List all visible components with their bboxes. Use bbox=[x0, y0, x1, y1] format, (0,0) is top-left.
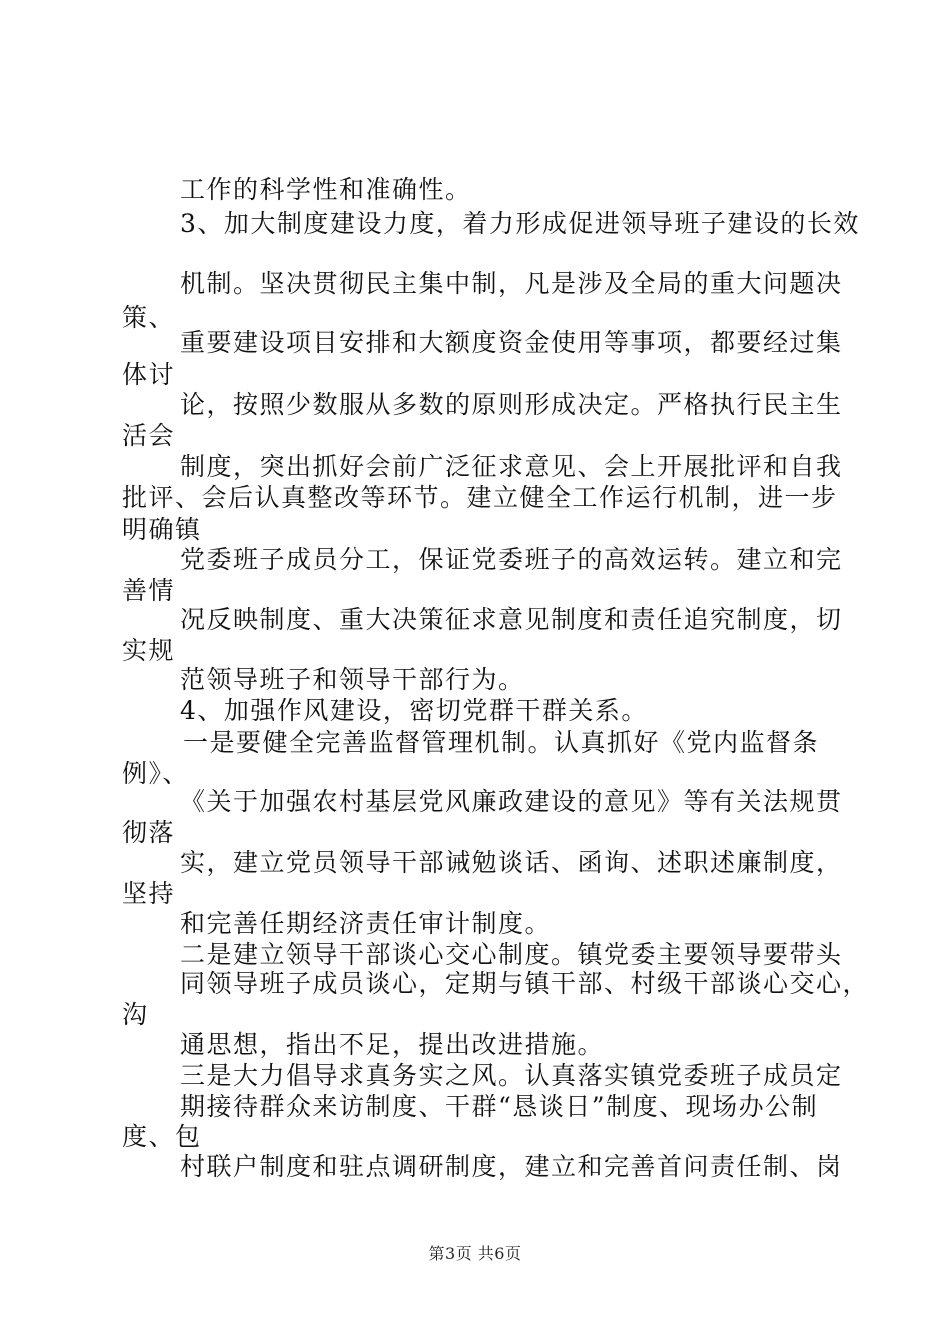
text-line: 二是建立领导干部谈心交心制度。镇党委主要领导要带头 bbox=[180, 940, 843, 969]
text-line: 范领导班子和领导干部行为。 bbox=[180, 665, 525, 694]
text-line: 制度，突出抓好会前广泛征求意见、会上开展批评和自我 bbox=[180, 452, 843, 481]
text-line: 沟 bbox=[122, 1000, 149, 1029]
text-line: 党委班子成员分工，保证党委班子的高效运转。建立和完 bbox=[180, 545, 843, 574]
text-line: 工作的科学性和准确性。 bbox=[180, 175, 472, 204]
text-line: 明确镇 bbox=[122, 515, 202, 544]
text-line: 实，建立党员领导干部诫勉谈话、函询、述职述廉制度， bbox=[180, 848, 843, 877]
text-line: 体讨 bbox=[122, 360, 176, 389]
text-line: 论，按照少数服从多数的原则形成决定。严格执行民主生 bbox=[180, 390, 843, 419]
text-line: 三是大力倡导求真务实之风。认真落实镇党委班子成员定 bbox=[180, 1061, 843, 1090]
text-line: 善情 bbox=[122, 576, 176, 605]
text-line: 期接待群众来访制度、干群“恳谈日”制度、现场办公制 bbox=[180, 1092, 819, 1121]
page-number-footer: 第3页 共6页 bbox=[428, 1244, 522, 1263]
text-line: 活会 bbox=[122, 421, 176, 450]
text-line: 坚持 bbox=[122, 879, 176, 908]
text-line: 重要建设项目安排和大额度资金使用等事项，都要经过集 bbox=[180, 328, 843, 357]
text-line: 同领导班子成员谈心，定期与镇干部、村级干部谈心交心， bbox=[180, 969, 870, 998]
text-line: 3、加大制度建设力度，着力形成促进领导班子建设的长效 bbox=[180, 209, 860, 238]
text-line: 批评、会后认真整改等环节。建立健全工作运行机制，进一步 bbox=[122, 483, 838, 512]
text-line: 况反映制度、重大决策征求意见制度和责任追究制度，切 bbox=[180, 605, 843, 634]
text-line: 和完善任期经济责任审计制度。 bbox=[180, 909, 552, 938]
text-line: 《关于加强农村基层党风廉政建设的意见》等有关法规贯 bbox=[180, 787, 843, 816]
text-line: 一是要健全完善监督管理机制。认真抓好《党内监督条 bbox=[183, 728, 820, 757]
text-line: 村联户制度和驻点调研制度，建立和完善首问责任制、岗 bbox=[180, 1152, 843, 1181]
text-line: 机制。坚决贯彻民主集中制，凡是涉及全局的重大问题决 bbox=[180, 269, 843, 298]
text-line: 例》、 bbox=[122, 759, 190, 788]
text-line: 彻落 bbox=[122, 818, 176, 847]
text-line: 策、 bbox=[122, 303, 176, 332]
text-line: 实规 bbox=[122, 636, 176, 665]
text-line: 度、包 bbox=[122, 1122, 202, 1151]
text-line: 通思想，指出不足，提出改进措施。 bbox=[180, 1030, 605, 1059]
text-line: 4、加强作风建设，密切党群干群关系。 bbox=[180, 696, 648, 725]
